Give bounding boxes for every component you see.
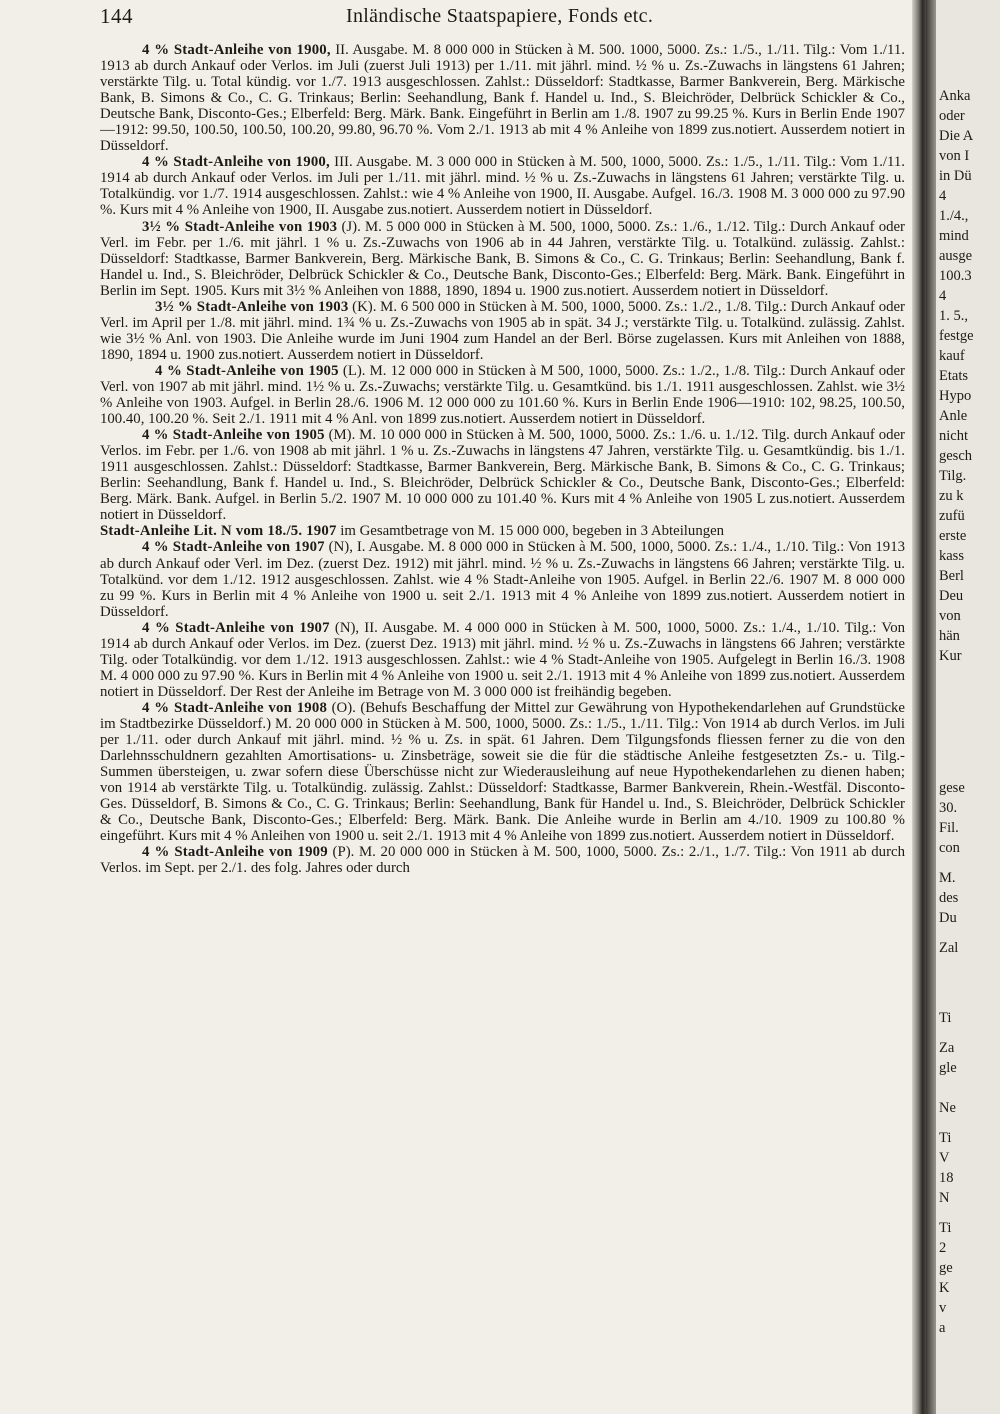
facing-page-fragment: Za [939,1040,955,1056]
entry-title: 4 % Stadt-Anleihe von 1907 [142,539,325,556]
facing-page-fragment: gle [939,1060,957,1076]
facing-page-fragment: 2 [939,1240,947,1256]
facing-page-fragment: Ne [939,1100,956,1116]
facing-page-fragment: Anle [939,408,968,424]
facing-page-fragment: mind [939,228,969,244]
facing-page-fragment: 30. [939,800,958,816]
entry-text: (L). M. 12 000 000 in Stücken à M 500, 1000, 5000. Zs.: 1./2., 1./8. Tilg.: Durch Ankauf oder Verl. von 1907 ab mit jährl. mind. 1½ % u. Zs.-Zuwachs; verstärkte Tilg. u. Gesamtkünd. bis 1./1. 1911 ausgeschlossen. Zahlst. wie 3½ % Anleihe von 1903. Aufgel. in Berlin 28./6. 1906 M. 12 000 000 zu 101.60 %. Kurs in Berlin Ende 1906—1910: 102, 98.25, 100.50, 100.40, 100.20 %. Seit 2./1. 1911 mit 4 % Anl. von 1899 zus.notiert. Ausserdem notiert in Düsseldorf. [100,362,905,428]
facing-page-fragment: in Dü [939,168,972,184]
entry-text: II. Ausgabe. M. 8 000 000 in Stücken à M. 500. 1000, 5000. Zs.: 1./5., 1./11. Tilg.: Vom 1./11. 1913 ab durch Ankauf oder Verlos. im Juli (zuerst Juli 1913) per 1./11. mit jährl. mind. ½ % u. Zs.-Zuwachs in längstens 61 Jahren; verstärkte Tilg. u. Total kündig. vor 1./7. 1913 ausgeschlossen. Zahlst.: Düsseldorf: Stadtkasse, Barmer Bankverein, Berg. Märkische Bank, B. Simons & Co., C. G. Trinkaus; Berlin: Seehandlung, Bank f. Handel u. Ind., S. Bleichröder, Delbrück Schickler & Co., Deutsche Bank, Disconto-Ges.; Elberfeld: Berg. Märk. Bank. Eingeführt in Berlin am 1./8. 1907 zu 99.25 %. Kurs in Berlin Ende 1907—1912: 99.50, 100.50, 100.50, 100.20, 99.80, 96.70 %. Vom 2./1. 1913 ab mit 4 % Anleihe von 1899 zus.notiert. Ausserdem notiert in Düsseldorf. [100,42,905,155]
facing-page-fragment: zu k [939,488,964,504]
facing-page-fragment: kauf [939,348,965,364]
entry-1900-II [100,42,905,154]
entry-title: Stadt-Anleihe Lit. N vom 18./5. 1907 [100,523,337,540]
facing-page-fragment: erste [939,528,967,544]
entry-title: 4 % Stadt-Anleihe von 1907 [142,619,330,636]
facing-page-fragment: gese [939,780,965,796]
entry-1908-O [100,700,905,844]
facing-page-fragment: gesch [939,448,973,464]
entry-text: (O). (Behufs Beschaffung der Mittel zur Gewährung von Hypothekendarlehen auf Grundstücke im Stadtbezirke Düsseldorf.) M. 20 000 000 in Stücken à M. 500, 1000, 5000. Zs.: 1./5., 1./11. Tilg.: Von 1914 ab durch Verlos. im Juli per 1./11. oder durch Ankauf mit jährl. mind. ½ % u. Zs. in spät. 61 Jahren. Dem Tilgungsfonds fliessen ferner zu die von den Darlehnsschuldnern gezahlten Amortisations- u. Zinsbeträge, soweit sie die für die städtische Anleihe festgesetzten Zs.- u. Tilg.-Summen übersteigen, u. zwar sofern diese Überschüsse nicht zur Wiederausleihung auf neue Hypothekendarlehen zu dienen haben; von 1914 ab verstärkte Tilg. u. Totalkündig. zulässig. Zahlst.: Düsseldorf: Stadtkasse, Barmer Bankverein, Rhein.-Westfäl. Disconto-Ges. Düsseldorf, B. Simons & Co., C. G. Trinkaus; Berlin: Seehandlung, Bank für Handel u. Ind., S. Bleichröder, Delbrück Schickler & Co., Deutsche Bank, Disconto-Ges.; Elberfeld: Berg. Märk. Bank. Die Anleihe wurde in Berlin am 4./10. 1909 zu 100.80 % eingeführt. Kurs mit 4 % Anleihen von 1900 u. seit 2./1. 1913 mit 4 % Anleihe von 1899 zus.notiert. Ausserdem notiert in Düsseldorf. [100,699,905,845]
facing-page-fragment: hän [939,628,960,644]
text-body [100,42,905,876]
facing-page-fragment: Deu [939,588,964,604]
entry-text: (N), I. Ausgabe. M. 8 000 000 in Stücken à M. 500, 1000, 5000. Zs.: 1./4., 1./10. Tilg.: Von 1913 ab durch Ankauf oder Verl. im Dez. (zuerst Dez. 1912) mit jährl. mind. ½ % u. Zs.-Zuwachs in längstens 66 Jahren; verstärkte Tilg. u. Totalkünd. vor dem 1./12. 1912 ausgeschlossen. Zahlst. wie 4 % Stadt-Anleihe von 1905. Aufgel. in Berlin 22./6. 1907 M. 8 000 000 zu 99 %. Kurs in Berlin mit 4 % Anleihe von 1900 u. seit 2./1. 1913 mit 4 % Anleihe von 1899 zus.notiert. Ausserdem notiert in Düsseldorf. [100,539,905,620]
entry-1905-L [100,363,905,427]
facing-page-fragment: Kur [939,648,962,664]
facing-page-fragment: Etats [939,368,968,384]
facing-page-fragment: K [939,1280,950,1296]
facing-page-fragment: zufü [939,508,965,524]
facing-page-fragment: v [939,1300,947,1316]
entry-title: 4 % Stadt-Anleihe von 1909 [142,844,328,861]
entry-1903-K [100,299,905,363]
facing-page [936,0,1000,1414]
running-head: Inländische Staatspapiere, Fonds etc. [346,5,654,27]
facing-page-fragment: Die A [939,128,974,144]
facing-page-fragment: Anka [939,88,971,104]
facing-page-fragment: kass [939,548,964,564]
entry-text: (N), II. Ausgabe. M. 4 000 000 in Stücken à M. 500, 1000, 5000. Zs.: 1./4., 1./10. Tilg.: Von 1914 ab durch Ankauf oder Verlos. im Dez. (zuerst Dez. 1913) mit jährl. mind. ½ % u. Zs.-Zuwachs in längstens 66 Jahren; verstärkte Tilg. oder Totalkündig. vor dem 1./12. 1913 ausgeschlossen. Zahlst.: wie 4 % Stadt-Anleihe von 1905. Aufgelegt in Berlin 16./3. 1908 M. 4 000 000 zu 97.90 %. Kurs in Berlin mit 4 % Anleihe von 1900 u. seit 2./1. 1913 mit 4 % Anleihe von 1899 zus.notiert. Ausserdem notiert in Düsseldorf. Der Rest der Anleihe im Betrage von M. 3 000 000 ist freihändig begeben. [100,619,905,700]
facing-page-fragment: Du [939,910,957,926]
entry-1907-N-II [100,620,905,700]
entry-title: 4 % Stadt-Anleihe von 1905 [155,362,339,379]
facing-page-fragment: 1./4., [939,208,969,224]
entry-1909-P [100,844,905,876]
facing-page-fragment: Tilg. [939,468,967,484]
facing-page-fragment: V [939,1150,950,1166]
entry-title: 4 % Stadt-Anleihe von 1900, [142,42,331,58]
page-header [100,4,900,38]
entry-title: 4 % Stadt-Anleihe von 1905 [142,427,325,444]
entry-title: 3½ % Stadt-Anleihe von 1903 [155,298,349,315]
entry-text: (J). M. 5 000 000 in Stücken à M. 500, 1000, 5000. Zs.: 1./6., 1./12. Tilg.: Durch Ankauf oder Verl. im Febr. per 1./6. mit jährl. 1 % u. Zs.-Zuwachs von 1906 ab in 44 Jahren, verstärkte Tilg. u. Totalkünd. zulässig. Zahlst.: Düsseldorf: Stadtkasse, Barmer Bankverein, Berg. Märkische Bank, B. Simons & Co., C. G. Trinkaus; Berlin: Seehandlung, Bank f. Handel u. Ind., S. Bleichröder, Delbrück Schickler & Co., Deutsche Bank, Disconto-Ges.; Elberfeld: Berg. Märk. Bank. Eingeführt in Berlin im Sept. 1905. Kurs mit 3½ % Anleihen von 1888, 1890, 1894 u. 1900 zus.notiert. Ausserdem notiert in Düsseldorf. [100,218,905,299]
book-gutter [912,0,926,1414]
facing-page-fragment: ausge [939,248,973,264]
facing-page-fragment: N [939,1190,950,1206]
facing-page-fragment: Hypo [939,388,972,404]
entry-text: im Gesamtbetrage von M. 15 000 000, begeben in 3 Abteilungen [336,523,725,540]
book-spine [926,0,936,1414]
facing-page-fragment: 100.3 [939,268,972,284]
facing-page-fragment: oder [939,108,965,124]
page-number: 144 [100,4,133,28]
facing-page-fragment: con [939,840,960,856]
facing-page-fragment: festge [939,328,974,344]
facing-page-fragment: 4 [939,288,947,304]
facing-page-fragment: Ti [939,1220,952,1236]
facing-page-fragment: von [939,608,961,624]
facing-page-fragment: Fil. [939,820,959,836]
entry-text: (M). M. 10 000 000 in Stücken à M. 500, 1000, 5000. Zs.: 1./6. u. 1./12. Tilg. durch Ankauf oder Verlos. im Febr. per 1./6. von 1908 ab mit jährl. 1 % u. Zs.-Zuwachs in längstens 47 Jahren, verstärkte Tilg. u. Gesamtkündig. bis 1./1. 1911 ausgeschlossen. Zahlst.: Düsseldorf: Stadtkasse, Barmer Bankverein, Berg. Märkische Bank, B. Simons & Co., C. G. Trinkaus; Berlin: Seehandlung, Bank f. Handel u. Ind., S. Bleichröder, Delbrück Schickler & Co., Deutsche Bank, Disconto-Ges.; Elberfeld: Berg. Märk. Bank. Aufgel. in Berlin 5./2. 1907 M. 10 000 000 zu 101.40 %. Kurs mit 4 % Anleihe von 1905 L zus.notiert. Ausserdem notiert in Düsseldorf. [100,427,905,524]
facing-page-fragment: a [939,1320,946,1336]
facing-page-fragment: nicht [939,428,968,444]
entry-1905-M [100,427,905,523]
entry-text: III. Ausgabe. M. 3 000 000 in Stücken à M. 500, 1000, 5000. Zs.: 1./5., 1./11. Tilg.: Vom 1./11. 1914 ab durch Ankauf oder Verlos. im Juli per 1./11. mit jährl. mind. ½ % u. Zs.-Zuwachs in längstens 61 Jahren; verstärkte Tilg. u. Totalkündig. vor 1./7. 1914 ausgeschlossen. Zahlst.: wie 4 % Anleihe von 1900, II. Ausgabe. Aufgel. 16./3. 1908 M. 3 000 000 zu 97.90 %. Kurs mit 4 % Anleihe von 1900, II. Ausgabe zus.notiert. Ausserdem notiert in Düsseldorf. [100,154,905,219]
entry-title: 4 % Stadt-Anleihe von 1900, [142,154,330,171]
facing-page-fragment: Zal [939,940,959,956]
entry-title: 4 % Stadt-Anleihe von 1908 [142,699,328,716]
facing-page-fragment: ge [939,1260,953,1276]
facing-page-fragment: 4 [939,188,947,204]
entry-title: 3½ % Stadt-Anleihe von 1903 [142,218,338,235]
facing-page-fragment: Ti [939,1010,952,1026]
facing-page-fragment: Berl [939,568,964,584]
entry-1900-III [100,154,905,218]
facing-page-fragment: 1. 5., [939,308,968,324]
entry-text: (K). M. 6 500 000 in Stücken à M. 500, 1000, 5000. Zs.: 1./2., 1./8. Tilg.: Durch Ankauf oder Verl. im April per 1./8. mit jährl. mind. 1¾ % u. Zs.-Zuwachs von 1905 ab in spät. 34 J.; verstärkte Tilg. u. Totalkünd. zulässig. Zahlst. wie 3½ % Anl. von 1903. Die Anleihe wurde im Juni 1904 zum Handel an der Berl. Börse zugelassen. Kurs mit Anleihen von 1888, 1890, 1894 u. 1900 zus.notiert. Ausserdem notiert in Düsseldorf. [100,298,905,363]
facing-page-fragment: 18 [939,1170,954,1186]
entry-lit-N [100,523,905,539]
facing-page-fragment: des [939,890,959,906]
facing-page-fragment: Ti [939,1130,952,1146]
facing-page-fragment: von I [939,148,970,164]
entry-1907-N-I [100,539,905,619]
facing-page-fragment: M. [939,870,956,886]
entry-1903-J [100,219,905,299]
entry-text: (P). M. 20 000 000 in Stücken à M. 500, 1000, 5000. Zs.: 2./1., 1./7. Tilg.: Von 1911 ab durch Verlos. im Sept. per 2./1. des folg. Jahres oder durch [100,844,905,877]
